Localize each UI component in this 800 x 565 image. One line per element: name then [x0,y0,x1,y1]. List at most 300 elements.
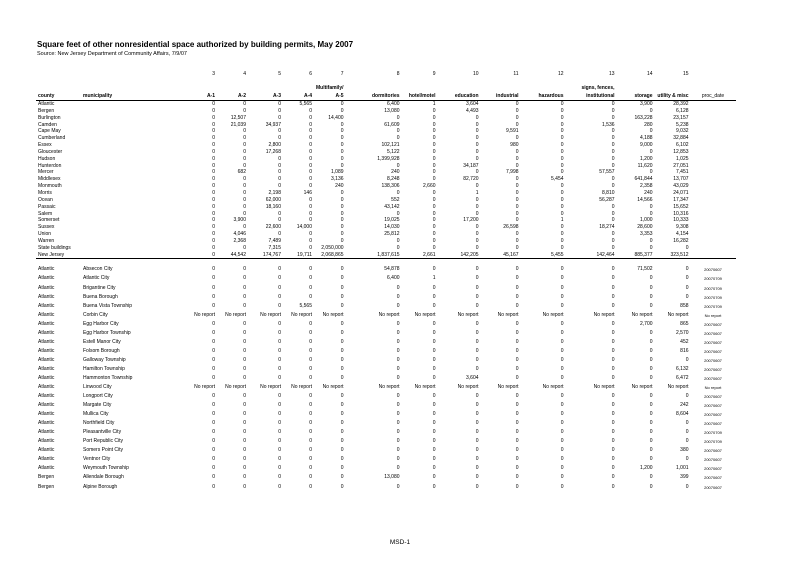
value-cell: 0 [340,402,344,409]
value-cell: 0 [515,176,519,183]
value-cell: 0 [475,266,479,273]
value-cell: 0 [432,456,436,463]
value-cell: 0 [649,447,653,454]
value-cell: 0 [243,135,246,142]
proc-date-cell [691,122,736,129]
municipality-cell [81,252,182,259]
value-cell: 0 [560,302,564,309]
value-cell: 0 [560,429,564,436]
county-row [36,101,736,108]
value-cell: 0 [475,293,479,300]
value-cell: 0 [212,114,215,121]
value-cell: 0 [340,155,344,162]
value-cell: 0 [475,402,479,409]
value-cell: No report [631,311,653,318]
value-cell: 2,570 [676,329,689,336]
value-cell: 0 [340,142,344,149]
value-cell: 0 [432,411,436,418]
value-cell: 0 [340,474,344,481]
value-cell: 18,160 [265,203,281,210]
value-cell: 0 [515,183,519,190]
column-header: A-2 [217,92,248,101]
value-cell: 0 [212,196,215,203]
value-cell: 0 [243,438,246,445]
proc-date-cell: 20070607 [704,321,722,327]
value-cell: 0 [309,169,312,176]
county-cell: Hudson [38,155,56,162]
value-cell: 0 [432,438,436,445]
value-cell: No report [225,384,246,391]
county-row [36,245,736,252]
value-cell: 0 [649,244,653,251]
value-cell: 0 [560,148,564,155]
value-cell: 0 [560,411,564,418]
value-cell: No report [497,311,519,318]
county-cell: Gloucester [38,148,63,155]
value-cell: 0 [515,438,519,445]
value-cell: 0 [685,284,689,291]
value-cell: 0 [685,456,689,463]
value-cell: 0 [432,107,436,114]
blank-cell [691,84,736,92]
value-cell: No report [631,384,653,391]
column-number: 7 [340,71,344,78]
value-cell: 0 [243,320,246,327]
county-cell: Atlantic [38,302,55,309]
proc-date-cell [691,149,736,156]
municipality-cell [81,245,182,252]
value-cell: 0 [396,347,400,354]
value-cell: 0 [212,329,215,336]
value-cell: 0 [212,162,215,169]
value-cell: 57,557 [599,169,615,176]
county-row [36,149,736,156]
value-cell: 0 [340,420,344,427]
municipality-row [36,320,736,329]
value-cell: 19,711 [283,252,314,259]
value-cell: 0 [212,128,215,135]
value-cell: 34,187 [463,162,479,169]
value-cell: 27,051 [673,162,689,169]
value-cell: 0 [243,483,246,490]
value-cell: 1,837,615 [346,252,402,259]
value-cell: 0 [611,155,615,162]
value-cell: No report [260,384,281,391]
value-cell: 5,455 [521,252,566,259]
column-number: 14 [646,71,653,78]
value-cell: 0 [611,284,615,291]
value-cell: 0 [243,183,246,190]
proc-date-cell [691,238,736,245]
value-cell: 19,025 [384,217,400,224]
value-cell: 0 [243,266,246,273]
municipality-row [36,274,736,283]
column-header: hotel/motel [402,92,438,101]
value-cell: 0 [515,402,519,409]
county-cell: Atlantic [38,293,55,300]
column-header: proc_date [691,92,736,101]
value-cell: 0 [340,284,344,291]
value-cell: 0 [396,244,400,251]
value-cell: 23,157 [673,114,689,121]
value-cell: 0 [515,465,519,472]
value-cell: 0 [212,231,215,238]
header-cell-top [217,84,248,92]
value-cell: 0 [396,429,400,436]
value-cell: 0 [278,402,281,409]
value-cell: 0 [515,155,519,162]
value-cell: 56,287 [599,196,615,203]
proc-date-cell [691,115,736,122]
header-cell-top [248,84,283,92]
column-header: hazardous [521,92,566,101]
value-cell: 0 [475,114,479,121]
proc-date-cell: 20070709 [704,439,722,445]
value-cell: 0 [396,483,400,490]
proc-date-cell [691,252,736,259]
value-cell: 0 [560,438,564,445]
value-cell: 0 [243,393,246,400]
value-cell: 0 [309,347,312,354]
value-cell: 0 [212,217,215,224]
county-cell: Atlantic [38,275,55,282]
value-cell: 0 [515,393,519,400]
header-cell-top [402,84,438,92]
value-cell: 0 [278,320,281,327]
value-cell: 0 [396,420,400,427]
municipality-row [36,365,736,374]
value-cell: 0 [432,329,436,336]
value-cell: 146 [303,189,312,196]
value-cell: 0 [560,196,564,203]
municipality-cell: Northfield City [83,420,115,427]
header-cell-top [283,84,314,92]
value-cell: 0 [243,465,246,472]
value-cell: 0 [560,155,564,162]
value-cell: 0 [309,365,312,372]
value-cell: 0 [560,203,564,210]
value-cell: 0 [212,266,215,273]
proc-date-cell [691,204,736,211]
county-cell: Atlantic [38,420,55,427]
value-cell: 0 [278,183,281,190]
value-cell: 0 [309,162,312,169]
municipality-cell [81,108,182,115]
value-cell: 0 [560,231,564,238]
county-cell: Salem [38,210,53,217]
county-cell: State buildings [38,244,71,251]
value-cell: 0 [560,356,564,363]
value-cell: 0 [515,114,519,121]
county-row [36,108,736,115]
municipality-row [36,329,736,338]
value-cell: 34,937 [265,121,281,128]
page-footer: MSD-1 [389,539,411,546]
municipality-row [36,473,736,482]
column-header: A-1 [182,92,217,101]
value-cell: 0 [515,302,519,309]
value-cell: 0 [611,237,615,244]
value-cell: 62,000 [265,196,281,203]
value-cell: 0 [685,244,689,251]
value-cell: 8,248 [387,176,400,183]
value-cell: 0 [611,329,615,336]
value-cell: 0 [309,402,312,409]
value-cell: 17,347 [673,196,689,203]
value-cell: 0 [515,135,519,142]
value-cell: 0 [515,231,519,238]
value-cell: 0 [309,231,312,238]
value-cell: 0 [515,329,519,336]
value-cell: 0 [278,155,281,162]
value-cell: 0 [649,429,653,436]
proc-date-cell: 20070607 [704,457,722,463]
county-row [36,211,736,218]
value-cell: 0 [432,176,436,183]
header-cell-top [617,84,655,92]
value-cell: 0 [278,101,281,107]
value-cell: 0 [340,162,344,169]
value-cell: 0 [560,107,564,114]
value-cell: 0 [340,365,344,372]
value-cell: 0 [560,210,564,217]
value-cell: 0 [340,356,344,363]
value-cell: 0 [475,121,479,128]
value-cell: 0 [212,483,215,490]
source-note: Source: New Jersey Department of Community Affairs, 7/9/07 [37,51,187,57]
value-cell: 0 [278,176,281,183]
value-cell: 0 [649,402,653,409]
value-cell: 0 [560,329,564,336]
municipality-row [36,311,736,320]
value-cell: 142,205 [438,252,481,259]
value-cell: 0 [432,155,436,162]
county-cell: Ocean [38,196,53,203]
value-cell: 0 [649,302,653,309]
value-cell: 1,001 [676,465,689,472]
value-cell: 0 [475,420,479,427]
value-cell: 380 [680,447,689,454]
value-cell: 0 [515,203,519,210]
value-cell: 0 [611,244,615,251]
value-cell: 4,493 [466,107,479,114]
value-cell: 0 [340,231,344,238]
proc-date-cell: 20070607 [704,448,722,454]
value-cell: 816 [680,347,689,354]
county-cell: Essex [38,142,52,149]
value-cell: 0 [396,210,400,217]
value-cell: 0 [611,266,615,273]
county-cell: Cape May [38,128,61,135]
header-row-top [36,84,736,92]
value-cell: 0 [560,347,564,354]
value-cell: 0 [649,329,653,336]
municipality-cell [81,197,182,204]
county-cell: Camden [38,121,57,128]
value-cell: 858 [680,302,689,309]
value-cell: 0 [475,438,479,445]
county-cell: Monmouth [38,183,62,190]
value-cell: 0 [475,244,479,251]
county-cell: Atlantic [38,402,55,409]
value-cell: 0 [649,293,653,300]
value-cell: 0 [243,210,246,217]
value-cell: 0 [243,402,246,409]
municipality-cell: Pleasantville City [83,429,122,436]
column-number: 9 [432,71,436,78]
value-cell: 6,128 [676,107,689,114]
value-cell: 0 [309,356,312,363]
county-row [36,115,736,122]
value-cell: 0 [309,483,312,490]
value-cell: 0 [340,411,344,418]
value-cell: 0 [649,210,653,217]
value-cell: 0 [212,107,215,114]
municipality-cell [81,101,182,108]
value-cell: 24,071 [673,189,689,196]
value-cell: 0 [611,148,615,155]
value-cell: 0 [611,393,615,400]
column-header: industrial [481,92,521,101]
value-cell: 26,598 [503,224,519,231]
value-cell: 0 [649,393,653,400]
value-cell: 0 [515,347,519,354]
value-cell: 0 [560,474,564,481]
county-cell: Mercer [38,169,54,176]
value-cell: 0 [649,474,653,481]
value-cell: 0 [278,231,281,238]
value-cell: 0 [340,189,344,196]
value-cell: 7,998 [506,169,519,176]
column-number: 13 [608,71,615,78]
value-cell: 0 [649,365,653,372]
value-cell: 0 [243,142,246,149]
value-cell: 0 [309,411,312,418]
value-cell: 0 [212,284,215,291]
value-cell: No report [593,311,615,318]
value-cell: 0 [309,474,312,481]
proc-date-cell [691,108,736,115]
value-cell: 0 [396,356,400,363]
county-row [36,135,736,142]
value-cell: 0 [212,393,215,400]
value-cell: 0 [278,293,281,300]
value-cell: 0 [396,438,400,445]
value-cell: 0 [611,456,615,463]
value-cell: 0 [432,203,436,210]
value-cell: 0 [432,224,436,231]
value-cell: 142,464 [566,252,617,259]
municipality-row [36,284,736,293]
value-cell: 0 [611,465,615,472]
value-cell: 0 [432,266,436,273]
value-cell: 0 [340,275,344,282]
value-cell: 0 [475,338,479,345]
value-cell: 0 [396,465,400,472]
value-cell: 0 [309,237,312,244]
value-cell: 18,274 [599,224,615,231]
value-cell: 138,306 [381,183,400,190]
blank-cell [36,71,81,78]
municipality-cell: Absecon City [83,266,113,273]
value-cell: 1 [475,189,479,196]
value-cell: 1,536 [602,121,615,128]
county-cell: Atlantic [38,347,55,354]
value-cell: 0 [278,365,281,372]
municipality-cell: Estell Manor City [83,338,121,345]
value-cell: 0 [515,101,519,107]
value-cell: 0 [396,411,400,418]
municipality-row [36,356,736,365]
county-row [36,197,736,204]
value-cell: 2,050,000 [321,244,344,251]
header-cell-top [521,84,566,92]
value-cell: 0 [278,275,281,282]
value-cell: 25,812 [384,231,400,238]
value-cell: 0 [309,420,312,427]
value-cell: 0 [560,465,564,472]
value-cell: 0 [340,347,344,354]
value-cell: 0 [278,374,281,381]
value-cell: No report [593,384,615,391]
county-row [36,238,736,245]
value-cell: 682 [237,169,246,176]
value-cell: 0 [432,128,436,135]
value-cell: 0 [243,365,246,372]
value-cell: 21,039 [230,121,246,128]
value-cell: 0 [475,483,479,490]
value-cell: 14,566 [637,196,653,203]
value-cell: 0 [309,293,312,300]
municipality-cell [81,149,182,156]
value-cell: 9,032 [676,128,689,135]
municipality-cell: Alpine Borough [83,483,118,490]
value-cell: 0 [340,217,344,224]
value-cell: 0 [309,266,312,273]
value-cell: 0 [515,338,519,345]
value-cell: 0 [278,217,281,224]
value-cell: 6,400 [387,101,400,107]
municipality-cell: Weymouth Township [83,465,129,472]
county-cell: New Jersey [36,252,81,259]
value-cell: 0 [278,429,281,436]
value-cell: 0 [515,266,519,273]
value-cell: 0 [475,393,479,400]
value-cell: 0 [340,329,344,336]
proc-date-cell: 20070709 [704,294,722,300]
value-cell: 0 [212,402,215,409]
value-cell: 0 [396,293,400,300]
value-cell: 0 [611,411,615,418]
county-row [36,224,736,231]
value-cell: 6,102 [676,142,689,149]
proc-date-cell [691,231,736,238]
value-cell: 0 [611,217,615,224]
value-cell: 0 [243,356,246,363]
value-cell: 2,800 [268,142,281,149]
value-cell: 0 [396,374,400,381]
value-cell: 0 [685,438,689,445]
value-cell: 0 [396,320,400,327]
column-header: municipality [81,92,182,101]
value-cell: 0 [309,210,312,217]
county-cell: Atlantic [38,311,55,318]
value-cell: 0 [649,374,653,381]
value-cell: 0 [396,162,400,169]
value-cell: 4,046 [233,231,246,238]
county-row [36,204,736,211]
value-cell: 0 [432,356,436,363]
